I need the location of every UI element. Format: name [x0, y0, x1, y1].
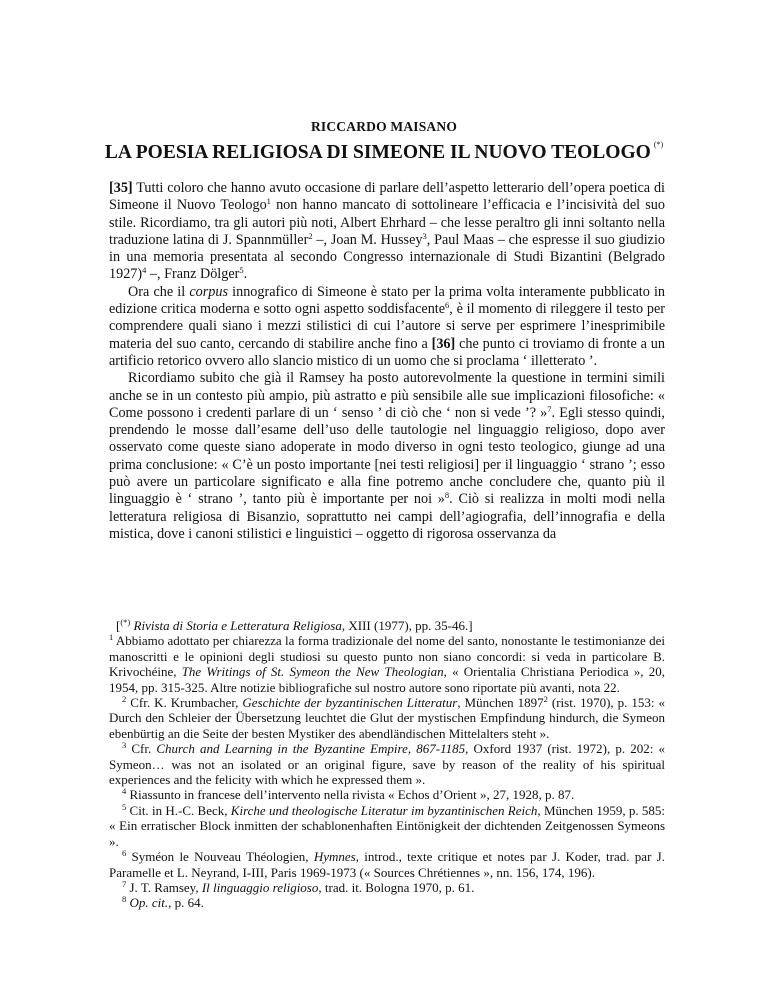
footnote-ref-6: 6 — [445, 300, 450, 311]
footnote-4: $^4$ Riassunto in francese dell’intervento nella rivista « Echos d’Orient », 27, 1928, p. 87. — [122, 786, 575, 803]
paragraph-3: Ricordiamo subito che già il Ramsey ha posto autorevolmente la questione in termini simili anche se in un contesto più ampio, più astratto e più sensibile alle sue implicazioni filosofiche: « Come possono i credenti parlare di un ‘ senso ’ di ciò che ‘ non si vede ’? »$^7$. Egli stesso quindi, prendendo le mosse dall’esame dell’uso delle tautologie nel linguaggio religioso, dopo aver osservato come queste siano adoperate in modo diverso in ogni testo teologico, giunge ad una prima conclusione: « C’è un posto importante [nei testi religiosi] per il linguaggio ‘ strano ’; esso può avere un particolare significato e alla fine potremo anche concludere che, quanto più il linguaggio è ‘ strano ’, tanto più è importante per noi »$^8$. Ciò si realizza in molti modi nella letteratura religiosa di Bisanzio, soprattutto nei campi dell’agiografia, dell’innografia e della mistica, dove i canoni stilistici e linguistici – oggetto di rigorosa osservanza da — [109, 370, 665, 542]
footnote-ref-4: 4 — [142, 265, 147, 276]
footnote-ref-3: 3 — [422, 230, 427, 241]
footnote-ref-1: 1 — [266, 196, 271, 207]
article-title-text: LA POESIA RELIGIOSA DI SIMEONE IL NUOVO TEOLOGO — [104, 142, 651, 163]
footnote-ref-8: 8 — [444, 490, 450, 501]
author-name: RICCARDO MAISANO — [310, 119, 458, 134]
footnote-5: $^5$ Cit. in H.-C. Beck, Kirche und theologische Literatur im byzantinischen Reich, München 1959, p. 585: « Ein erratischer Block inmitten der schablonenhaften Eintönigkeit der dichtenden Zeitgenossen Symeons ». — [109, 801, 666, 849]
footnote-3: $^3$ Cfr. Church and Learning in the Byzantine Empire, 867-1185, Oxford 1937 (rist. 1972), p. 202: « Symeon… was not an isolated or an original figure, save by reason of the reality of his spiritual experiences and the felicity with which he expressed them ». — [109, 740, 665, 788]
article-title — [0, 140, 768, 164]
footnote-ref-7: 7 — [547, 403, 552, 414]
footnote-8: $^8$ Op. cit., p. 64. — [122, 894, 204, 911]
footnote-ref-2: 2 — [308, 230, 313, 241]
main-text — [109, 180, 665, 543]
paragraph-2: Ora che il corpus innografico di Simeone è stato per la prima volta interamente pubblicato in edizione critica moderna e sotto ogni aspetto soddisfacente$^6$, è il momento di rileggere il testo per comprendere quali siano i mezzi stilistici di cui l’autore si serve per esprimere l’inesprimibile materia del suo canto, cercando di stabilire anche fino a [36] che punto ci troviamo di fronte a un artificio retorico ovvero allo slancio mistico di un uomo che si proclama ‘ illetterato ’. — [109, 283, 665, 369]
italic-term: corpus — [189, 283, 228, 300]
page-ref-36: [36] — [431, 335, 456, 352]
footnote-star: [(*) Rivista di Storia e Letteratura Religiosa, XIII (1977), pp. 35-46.] — [116, 617, 473, 633]
footnote-6: $^6$ Syméon le Nouveau Théologien, Hymnes, introd., texte critique et notes par J. Koder, trad. par J. Paramelle et L. Neyrand, I-III, Paris 1969-1973 (« Sources Chrétiennes », nn. 156, 174, 196). — [109, 848, 665, 880]
paragraph-1: [35] Tutti coloro che hanno avuto occasione di parlare dell’aspetto letterario dell’opera poetica di Simeone il Nuovo Teologo$^1$ non hanno mancato di sottolineare l’efficacia e l’incisività del suo stile. Ricordiamo, tra gli autori più noti, Albert Ehrhard – che lesse peraltro gli inni soltanto nella traduzione latina di J. Spannmüller$^2$ –, Joan M. Hussey$^3$, Paul Maas – che espresse il suo giudizio in una memoria presentata al secondo Congresso internazionale di Studi Bizantini (Belgrado 1927)$^4$ –, Franz Dölger$^5$. — [109, 180, 665, 283]
page-ref-35: [35] — [109, 180, 133, 196]
footnote-2: $^2$ Cfr. K. Krumbacher, Geschichte der byzantinischen Litteratur, München 1897$^2$ (rist. 1970), p. 153: « Durch den Schleier der Übersetzung leuchtet die Glut der mystischen Empfindung hindurch, die Symeon ebenbürtig an die Seite der besten Mystiker des abendländischen Mittelalters steht ». — [109, 694, 665, 741]
title-footnote-mark: (*) — [653, 140, 664, 149]
footnote-ref-5: 5 — [239, 265, 244, 276]
footnotes — [109, 618, 665, 911]
footnote-1: $^1$ Abbiamo adottato per chiarezza la forma tradizionale del nome del santo, nonostante le testimonianze dei manoscritti e le opinioni degli studiosi su questo punto non siano concordi: si veda in particolare B. Krivochéine, The Writings of St. Symeon the New Theologian, « Orientalia Christiana Periodica », 20, 1954, pp. 315-325. Altre notizie bibliografiche sul nostro autore sono riportate più avanti, nota 22. — [109, 632, 665, 695]
footnote-7: $^7$ J. T. Ramsey, Il linguaggio religioso, trad. it. Bologna 1970, p. 61. — [122, 878, 475, 895]
